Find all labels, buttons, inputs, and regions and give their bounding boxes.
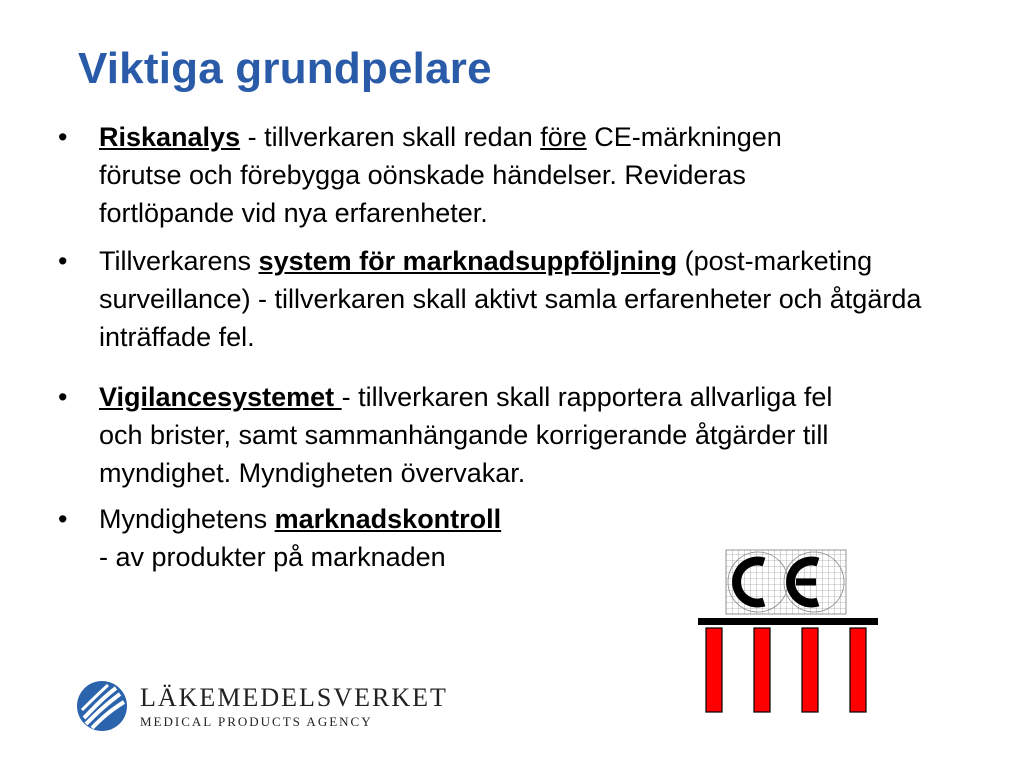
bullet-prefix: Tillverkarens — [99, 246, 259, 276]
bullet-text: - av produkter på marknaden — [99, 542, 446, 572]
bullet-riskanalys — [58, 118, 859, 232]
bullet-marknadsuppfoljning — [58, 242, 929, 356]
bullet-marker: • — [58, 246, 68, 276]
bullet-term: Vigilancesystemet — [99, 382, 342, 412]
bullet-text: - tillverkaren skall redan — [240, 122, 541, 152]
bullet-text: - tillverkaren skall rapportera allvarliga fel och brister, samt sammanhängande korrigerande åtgärder till myndighet. Myndigheten övervakar. — [99, 382, 833, 488]
agency-name: LÄKEMEDELSVERKET — [140, 683, 448, 712]
bullet-marker: • — [58, 382, 68, 412]
agency-logo — [76, 680, 448, 740]
bullet-marker: • — [58, 504, 68, 534]
bullet-term: Riskanalys — [99, 122, 241, 152]
bullet-term: marknadskontroll — [274, 504, 502, 534]
agency-name-english: MEDICAL PRODUCTS AGENCY — [140, 714, 373, 729]
bullet-prefix: Myndighetens — [99, 504, 275, 534]
bullet-vigilancesystemet — [58, 378, 879, 492]
bullet-text: CE-märkningen förutse och förebygga oönskade händelser. Revideras fortlöpande vid nya erfarenheter. — [99, 122, 782, 228]
lakemedelsverket-logo-icon — [76, 680, 128, 732]
bullet-marknadskontroll — [58, 500, 699, 576]
slide-title: Viktiga grundpelare — [78, 44, 492, 93]
bullet-emphasis: före — [540, 122, 587, 152]
bullet-marker: • — [58, 122, 68, 152]
ce-mark-icon — [696, 548, 880, 714]
bullet-list — [58, 118, 958, 576]
bullet-term: system för marknadsuppföljning — [258, 246, 678, 276]
bullet-text: (post-marketing surveillance) - tillverkaren skall aktivt samla erfarenheter och åtgärda inträffade fel. — [99, 246, 922, 352]
